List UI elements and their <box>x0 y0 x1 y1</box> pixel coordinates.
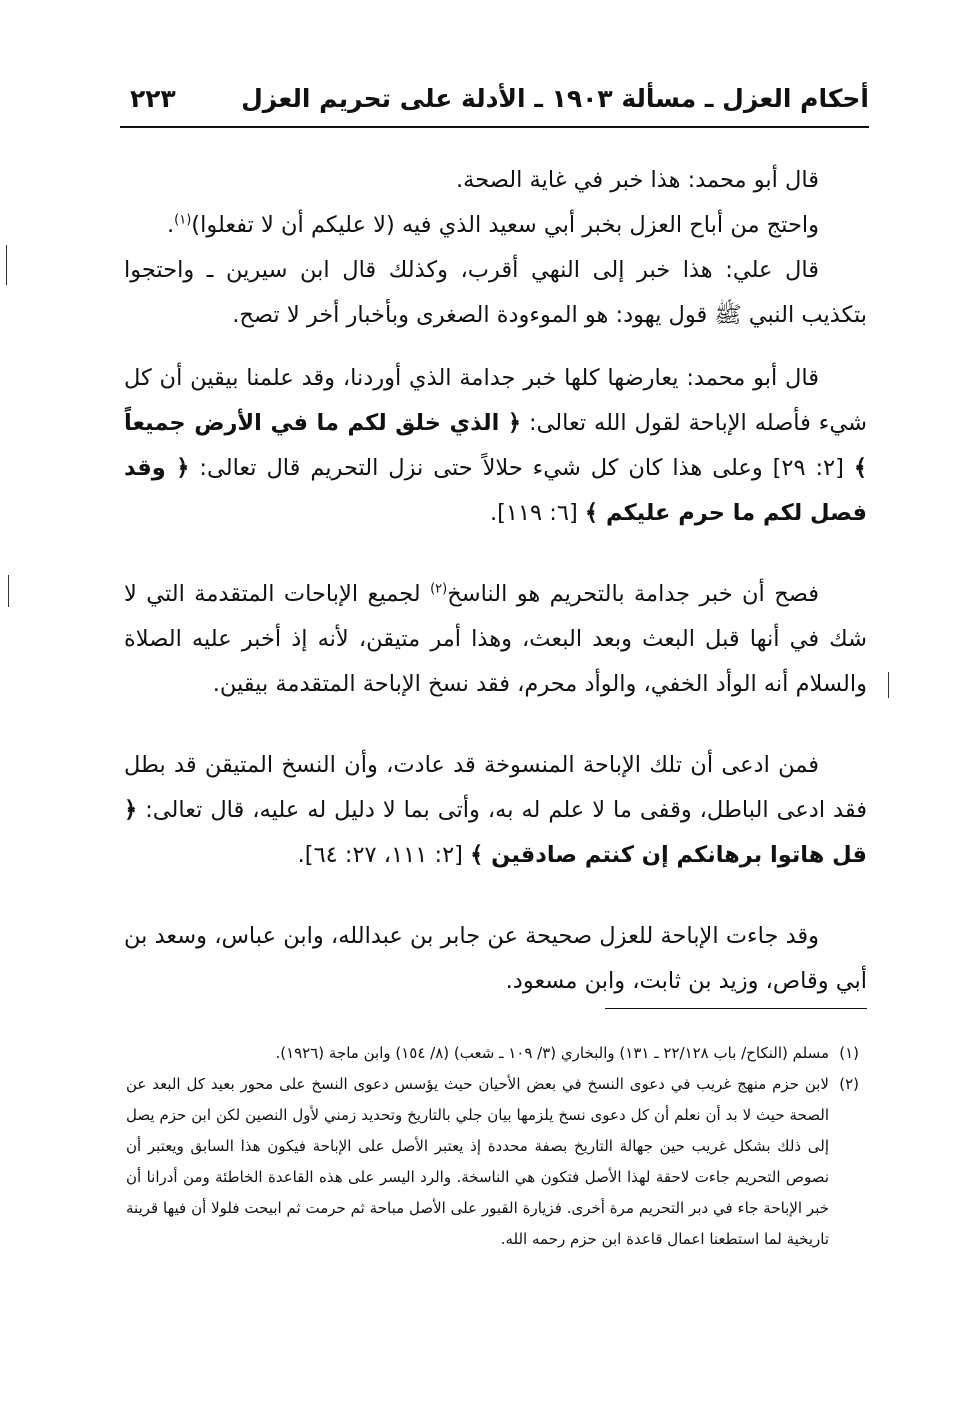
footnote-1 <box>126 1038 859 1069</box>
quran-verse-3: ﴿ قل هاتوا برهانكم إن كنتم صادقين ﴾ <box>124 797 867 868</box>
paragraph-3: قال علي: هذا خبر إلى النهي أقرب، وكذلك قال ابن سيرين ـ واحتجوا بتكذيب النبي ﷺ قول يهود: هو الموءودة الصغرى وبأخبار أخر لا تصح. <box>124 257 867 328</box>
footnote-ref-2[interactable]: (٢) <box>430 581 448 597</box>
paragraph-2: واحتج من أباح العزل بخبر أبي سعيد الذي فيه (لا عليكم أن لا تفعلوا)$^{(١)}$. <box>167 212 819 238</box>
main-text <box>124 158 867 1004</box>
paragraph-7: وقد جاءت الإباحة للعزل صحيحة عن جابر بن عبدالله، وابن عباس، وسعد بن أبي وقاص، وزيد بن ثابت، وابن مسعود. <box>124 923 867 994</box>
footnotes <box>126 1038 859 1255</box>
paragraph-1: قال أبو محمد: هذا خبر في غاية الصحة. <box>456 167 819 193</box>
paragraph-4: قال أبو محمد: يعارضها كلها خبر جدامة الذي أوردنا، وقد علمنا بيقين أن كل شيء فأصله الإباحة لقول الله تعالى: ﴿ الذي خلق لكم ما في الأرض جميعاً ﴾ [٢: ٢٩] وعلى هذا كان كل شيء حلالاً حتى نزل التحريم قال تعالى: ﴿ وقد فصل لكم ما حرم عليكم ﴾ [٦: ١١٩]. <box>124 365 867 526</box>
footnote-ref-1[interactable]: (١) <box>174 212 192 228</box>
page-number: ٢٢٣ <box>130 84 176 113</box>
margin-mark <box>888 672 889 698</box>
margin-mark <box>6 245 7 285</box>
footnote-2 <box>126 1069 859 1255</box>
quran-verse-2: ﴿ وقد فصل لكم ما حرم عليكم ﴾ <box>124 455 867 526</box>
footnote-separator <box>605 1008 867 1009</box>
footnote-number: (١) <box>839 1044 859 1062</box>
running-header <box>120 78 869 128</box>
footnote-text: لابن حزم منهج غريب في دعوى النسخ في بعض الأحيان حيث يؤسس دعوى النسخ على محور بعيد كل البعد عن الصحة حيث لا بد أن نعلم أن كل دعوى نسخ يلزمها بيان جلي بالتاريخ وتحديد زمني لأول النصين لكن ابن حزم يصل إلى ذلك بشكل غريب حين جهالة التاريخ بصفة محددة إذ يعتبر الأصل على الإباحة فيكون هذا السابق ويعتبر أن نصوص التحريم جاءت لاحقة لهذا الأصل فتكون هي الناسخة. والرد اليسر على هذه القاعدة الخاطئة ومن أدرانا أن خبر الإباحة جاء في دبر التحريم مرة أخرى. فزيارة القبور على الأصل مباحة ثم حرمت ثم ابيحت فلولا أن فيها قرينة تاريخية لما استطعنا اعمال قاعدة ابن حزم رحمه الله. <box>126 1075 829 1248</box>
paragraph-6: فمن ادعى أن تلك الإباحة المنسوخة قد عادت، وأن النسخ المتيقن قد بطل فقد ادعى الباطل، وقفى ما لا علم له به، وأتى بما لا دليل له عليه، قال تعالى: ﴿ قل هاتوا برهانكم إن كنتم صادقين ﴾ [٢: ١١١، ٢٧: ٦٤]. <box>124 752 868 868</box>
footnote-number: (٢) <box>839 1075 859 1093</box>
paragraph-5: فصح أن خبر جدامة بالتحريم هو الناسخ$^{(٢)}$ لجميع الإباحات المتقدمة التي لا شك في أنها قبل البعث وبعد البعث، وهذا أمر متيقن، لأنه إذ أخبر عليه الصلاة والسلام أنه الوأد الخفي، والوأد محرم، فقد نسخ الإباحة المتقدمة بيقين. <box>124 581 867 697</box>
footnote-text: مسلم (النكاح/ باب ٢٢/١٢٨ ـ ١٣١) والبخاري (٣/ ١٠٩ ـ شعب) (٨/ ١٥٤) وابن ماجة (١٩٢٦). <box>275 1044 829 1062</box>
quran-verse-1: ﴿ الذي خلق لكم ما في الأرض جميعاً ﴾ <box>124 410 867 481</box>
header-title: أحكام العزل ـ مسألة ١٩٠٣ ـ الأدلة على تحريم العزل <box>241 84 869 113</box>
margin-mark <box>8 575 9 607</box>
